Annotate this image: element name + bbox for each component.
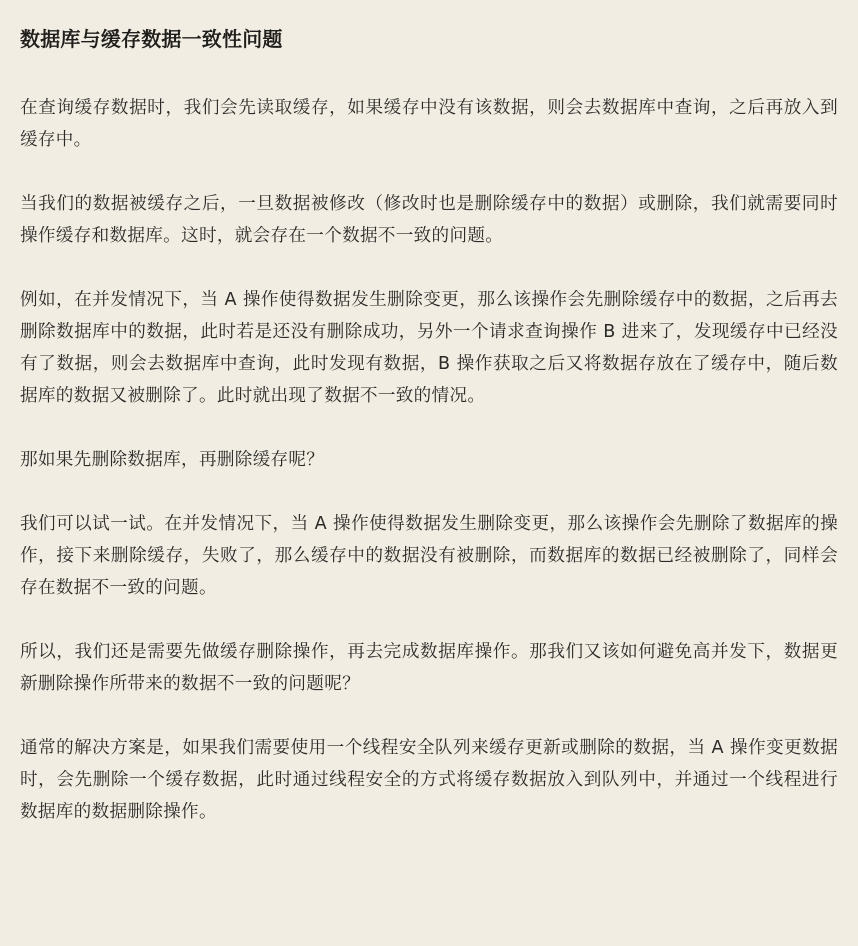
paragraph-delete-db-first-question: 那如果先删除数据库，再删除缓存呢？ <box>20 450 325 470</box>
article-title: 数据库与缓存数据一致性问题 <box>20 27 283 51</box>
paragraph-query-cache: 在查询缓存数据时，我们会先读取缓存，如果缓存中没有该数据，则会去数据库中查询，之后再放入到缓存中。 <box>20 98 838 150</box>
paragraph-inconsistency-problem: 当我们的数据被缓存之后，一旦数据被修改（修改时也是删除缓存中的数据）或删除，我们就需要同时操作缓存和数据库。这时，就会存在一个数据不一致的问题。 <box>20 194 838 246</box>
paragraph-delete-db-first-example: 我们可以试一试。在并发情况下，当 A 操作使得数据发生删除变更，那么该操作会先删除了数据库的操作，接下来删除缓存，失败了，那么缓存中的数据没有被删除，而数据库的数据已经被删除了，同样会存在数据不一致的问题。 <box>20 514 838 598</box>
paragraph-solution: 通常的解决方案是，如果我们需要使用一个线程安全队列来缓存更新或删除的数据，当 A 操作变更数据时，会先删除一个缓存数据，此时通过线程安全的方式将缓存数据放入到队列中，并通过一个线程进行数据库的数据删除操作。 <box>20 738 838 822</box>
paragraph-concurrency-example: 例如，在并发情况下，当 A 操作使得数据发生删除变更，那么该操作会先删除缓存中的数据，之后再去删除数据库中的数据，此时若是还没有删除成功，另外一个请求查询操作 B 进来了，发现缓存中已经没有了数据，则会去数据库中查询，此时发现有数据，B 操作获取之后又将数据存放在了缓存中，随后数据库的数据又被删除了。此时就出现了数据不一致的情况。 <box>20 290 838 406</box>
paragraph-conclusion-question: 所以，我们还是需要先做缓存删除操作，再去完成数据库操作。那我们又该如何避免高并发下，数据更新删除操作所带来的数据不一致的问题呢？ <box>20 642 838 694</box>
